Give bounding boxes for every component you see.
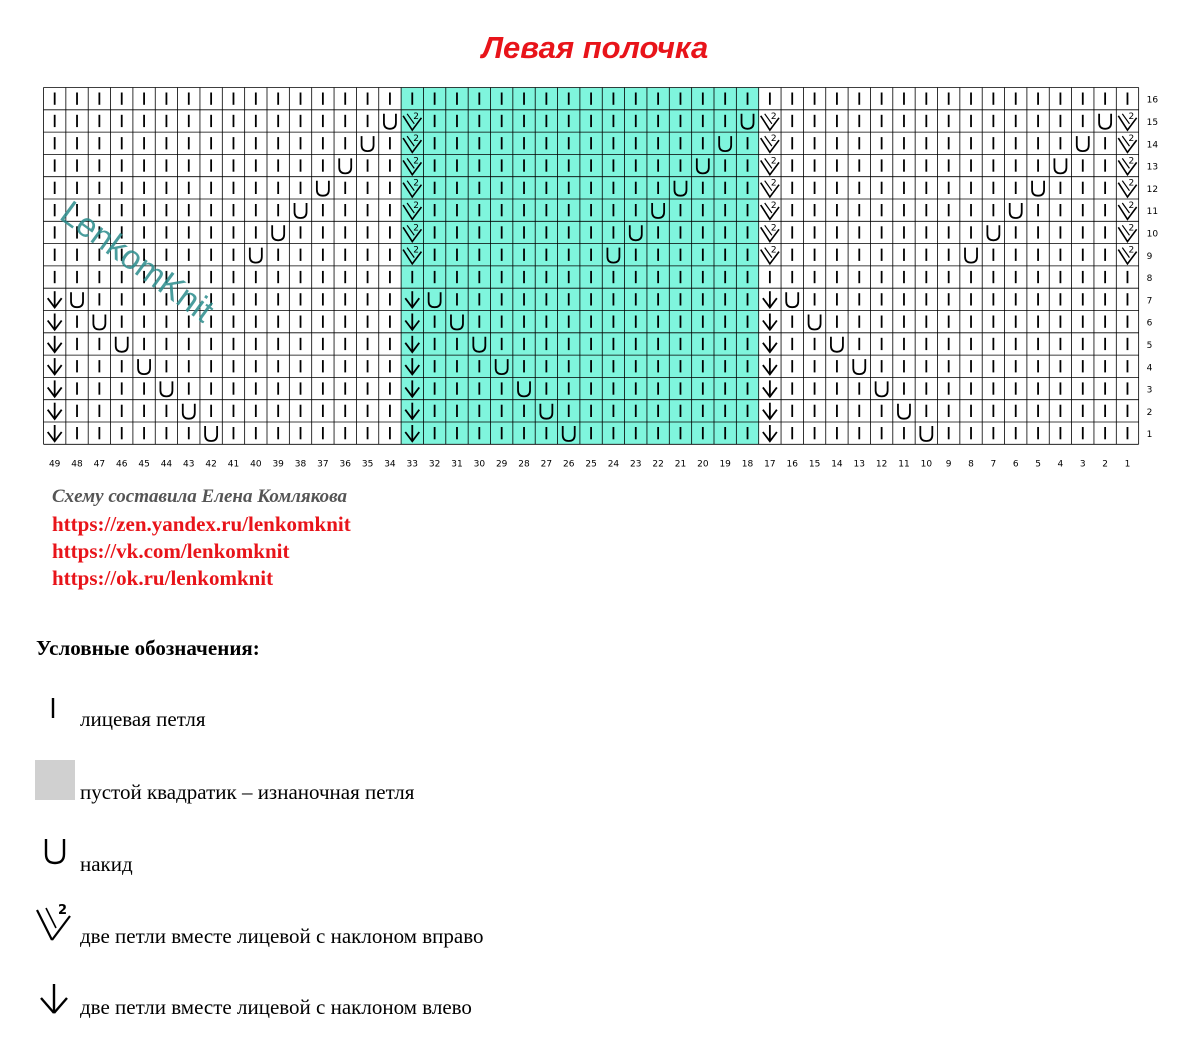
- k2tog-right-digit: 2: [770, 245, 777, 256]
- yarn-over-mark: [362, 136, 374, 151]
- yarn-over-mark: [809, 315, 821, 330]
- column-number: 40: [250, 459, 262, 470]
- column-number: 28: [518, 459, 530, 470]
- k2tog-right-digit: 2: [1128, 111, 1135, 122]
- column-number: 14: [831, 459, 843, 470]
- row-number: 13: [1146, 162, 1159, 173]
- column-number: 11: [898, 459, 910, 470]
- k2tog-right-digit: 2: [1128, 223, 1135, 234]
- k2tog-right-digit: 2: [770, 201, 777, 211]
- column-number: 21: [674, 459, 687, 470]
- column-number: 27: [540, 459, 553, 470]
- yarn-over-mark: [876, 381, 888, 396]
- column-number: 10: [920, 459, 933, 470]
- yarn-over-mark: [831, 337, 843, 352]
- row-number: 9: [1146, 251, 1153, 262]
- column-number: 4: [1057, 459, 1064, 470]
- k2tog-left-icon: [38, 982, 70, 1016]
- k2tog-right-digit: 2: [770, 111, 777, 122]
- column-number: 32: [428, 459, 441, 470]
- row-number: 3: [1146, 385, 1153, 396]
- yarn-over-mark: [160, 381, 172, 396]
- yarn-over-mark: [965, 248, 977, 263]
- k2tog-right-digit: 2: [1128, 134, 1135, 145]
- yarn-over-mark: [1077, 136, 1089, 151]
- yarn-over-mark: [250, 248, 262, 263]
- k2tog-right-digit: 2: [413, 245, 420, 256]
- k2tog-right-digit: 2: [770, 223, 777, 234]
- legend-title: Условные обозначения:: [36, 636, 260, 660]
- row-number: 14: [1146, 140, 1159, 151]
- column-number: 44: [160, 459, 173, 470]
- k2tog-right-digit: 2: [770, 156, 777, 167]
- column-number: 24: [607, 459, 620, 470]
- yarn-over-mark: [205, 426, 217, 441]
- yarn-over-mark: [853, 359, 865, 374]
- yarn-over-mark: [920, 426, 932, 441]
- column-number: 20: [697, 459, 709, 470]
- column-number: 34: [384, 459, 396, 470]
- legend-label-k2tog-right: две петли вместе лицевой с наклоном вправо: [80, 924, 484, 948]
- column-number: 1: [1124, 459, 1131, 470]
- legend-label-k2tog-left: две петли вместе лицевой с наклоном влево: [80, 995, 472, 1019]
- link-zen[interactable]: https://zen.yandex.ru/lenkomknit: [52, 512, 351, 536]
- legend-label-purl: пустой квадратик – изнаночная петля: [80, 780, 415, 804]
- column-number: 26: [562, 459, 575, 470]
- column-number: 7: [990, 459, 997, 470]
- yarn-over-mark: [1099, 114, 1111, 129]
- purl-square-icon: [35, 760, 75, 800]
- k2tog-right-digit: 2: [1128, 201, 1135, 211]
- legend-label-yo: накид: [80, 852, 133, 876]
- row-number: 11: [1146, 207, 1159, 218]
- column-number: 48: [71, 459, 83, 470]
- column-number: 25: [585, 459, 597, 470]
- legend-label-knit: лицевая петля: [80, 707, 206, 731]
- knitting-chart: [0, 0, 1200, 470]
- yarn-over-mark: [71, 292, 83, 307]
- k2tog-right-digit: 2: [413, 201, 420, 211]
- k2tog-right-digit: 2: [1128, 178, 1135, 189]
- column-number: 18: [741, 459, 754, 470]
- yarn-over-mark: [987, 225, 999, 240]
- yarn-over-mark: [116, 337, 128, 352]
- row-number: 10: [1146, 229, 1159, 240]
- k2tog-right-digit: 2: [1128, 156, 1135, 167]
- column-number: 38: [294, 459, 307, 470]
- column-number: 29: [495, 459, 508, 470]
- column-number: 5: [1035, 459, 1041, 470]
- column-number: 45: [138, 459, 150, 470]
- yarn-over-mark: [93, 315, 105, 330]
- yarn-over-mark: [384, 114, 396, 129]
- yarn-over-mark: [272, 225, 284, 240]
- row-number: 6: [1146, 318, 1153, 329]
- column-number: 41: [227, 459, 240, 470]
- row-number: 15: [1146, 117, 1159, 128]
- row-number: 7: [1146, 296, 1153, 307]
- row-number: 5: [1146, 340, 1153, 351]
- column-number: 19: [719, 459, 731, 470]
- yarn-over-mark: [295, 203, 307, 218]
- column-number: 42: [205, 459, 217, 470]
- yarn-over-icon: [42, 837, 68, 867]
- column-number: 33: [406, 459, 419, 470]
- knit-stitch-icon: [46, 696, 60, 722]
- column-number: 30: [473, 459, 486, 470]
- column-number: 37: [317, 459, 329, 470]
- yarn-over-mark: [339, 158, 351, 173]
- row-number: 12: [1146, 184, 1159, 195]
- column-number: 2: [1102, 459, 1108, 470]
- column-number: 16: [786, 459, 798, 470]
- column-number: 22: [652, 459, 664, 470]
- yarn-over-mark: [317, 181, 329, 196]
- svg-text:2: 2: [58, 903, 68, 918]
- yarn-over-mark: [1010, 203, 1022, 218]
- column-number: 15: [808, 459, 821, 470]
- column-number: 49: [48, 459, 61, 470]
- link-ok[interactable]: https://ok.ru/lenkomknit: [52, 566, 274, 590]
- column-number: 3: [1079, 459, 1086, 470]
- column-number: 13: [853, 459, 866, 470]
- k2tog-right-digit: 2: [1128, 245, 1135, 256]
- row-number: 2: [1146, 407, 1153, 418]
- author-credit: Схему составила Елена Комлякова: [52, 486, 347, 507]
- k2tog-right-digit: 2: [413, 178, 420, 189]
- column-number: 47: [93, 459, 106, 470]
- column-number: 23: [630, 459, 642, 470]
- column-number: 43: [183, 459, 195, 470]
- yarn-over-mark: [1032, 181, 1044, 196]
- column-number: 9: [945, 459, 952, 470]
- row-number: 1: [1146, 430, 1153, 441]
- column-number: 39: [272, 459, 284, 470]
- k2tog-right-digit: 2: [413, 156, 420, 167]
- yarn-over-mark: [183, 404, 195, 419]
- column-number: 8: [968, 459, 974, 470]
- column-number: 36: [339, 459, 351, 470]
- column-number: 12: [875, 459, 888, 470]
- column-number: 31: [451, 459, 463, 470]
- chart-title: Левая полочка: [481, 30, 709, 65]
- watermark-text: LenkomKnit: [53, 193, 221, 331]
- yarn-over-mark: [786, 292, 798, 307]
- column-number: 46: [115, 459, 128, 470]
- link-vk[interactable]: https://vk.com/lenkomknit: [52, 539, 290, 563]
- k2tog-right-icon: [34, 902, 74, 942]
- k2tog-right-digit: 2: [413, 111, 420, 122]
- k2tog-right-digit: 2: [413, 134, 420, 145]
- column-number: 17: [764, 459, 776, 470]
- row-number: 8: [1146, 274, 1153, 285]
- yarn-over-mark: [898, 404, 910, 419]
- column-number: 35: [361, 459, 374, 470]
- k2tog-right-digit: 2: [770, 178, 777, 189]
- yarn-over-mark: [138, 359, 150, 374]
- column-number: 6: [1012, 459, 1019, 470]
- k2tog-right-digit: 2: [413, 223, 420, 234]
- row-number: 4: [1146, 363, 1153, 374]
- yarn-over-mark: [1054, 158, 1066, 173]
- row-number: 16: [1146, 95, 1159, 106]
- k2tog-right-digit: 2: [770, 134, 777, 145]
